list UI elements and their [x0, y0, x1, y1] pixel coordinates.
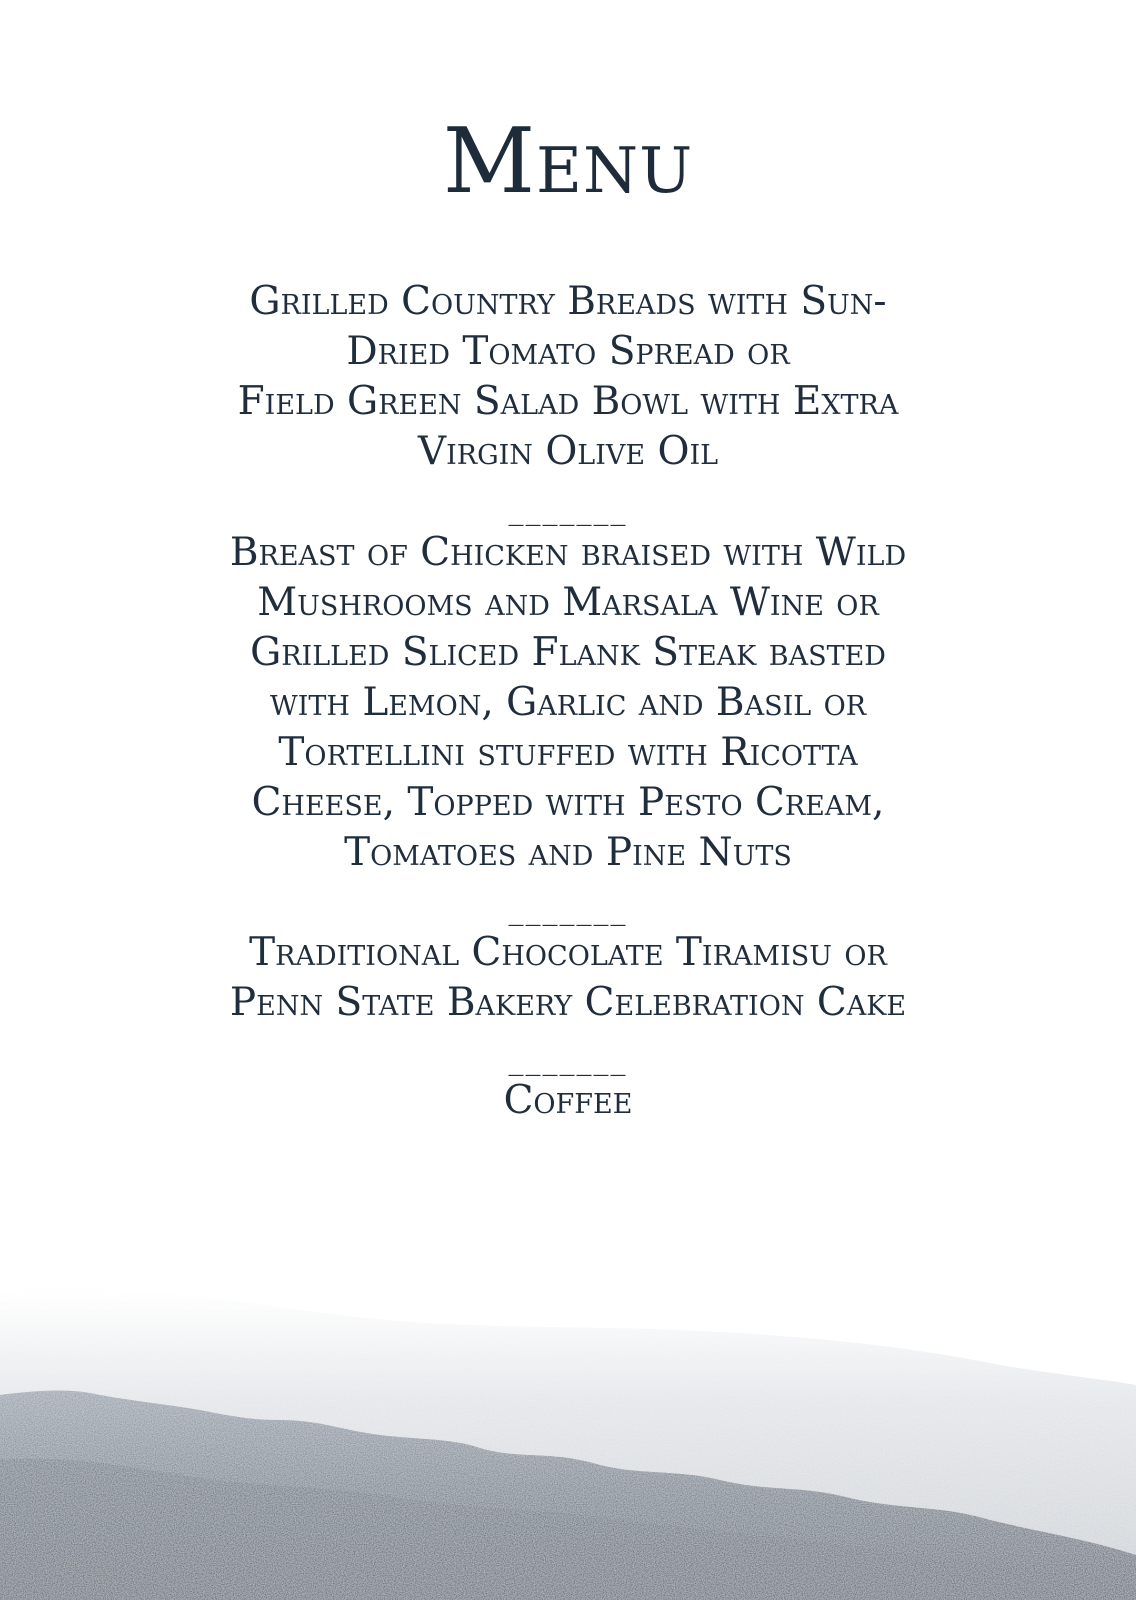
watercolor-wash-decoration: [0, 1270, 1136, 1600]
main-line-6: Cheese, Topped with Pesto Cream,: [251, 780, 885, 825]
main-line-4: with Lemon, Garlic and Basil or: [269, 680, 867, 725]
course-separator-2: _______: [508, 892, 628, 927]
starter-line-4: Virgin Olive Oil: [417, 429, 719, 474]
main-line-3: Grilled Sliced Flank Steak basted: [250, 630, 886, 675]
main-line-5: Tortellini stuffed with Ricotta: [278, 730, 858, 775]
dessert-line-2: Penn State Bakery Celebration Cake: [229, 980, 907, 1025]
course-separator-1: _______: [508, 492, 628, 527]
course-separator-3: _______: [508, 1042, 628, 1077]
main-line-2: Mushrooms and Marsala Wine or: [257, 580, 879, 625]
beverage-line: Coffee: [503, 1078, 633, 1123]
starter-line-3: Field Green Salad Bowl with Extra: [237, 379, 899, 424]
starter-line-1: Grilled Country Breads with Sun-: [249, 279, 887, 324]
main-line-1: Breast of Chicken braised with Wild: [229, 530, 907, 575]
main-line-7: Tomatoes and Pine Nuts: [344, 830, 792, 875]
starter-line-2: Dried Tomato Spread or: [346, 329, 790, 374]
dessert-line-1: Traditional Chocolate Tiramisu or: [249, 930, 887, 975]
menu-title: Menu: [442, 109, 694, 214]
